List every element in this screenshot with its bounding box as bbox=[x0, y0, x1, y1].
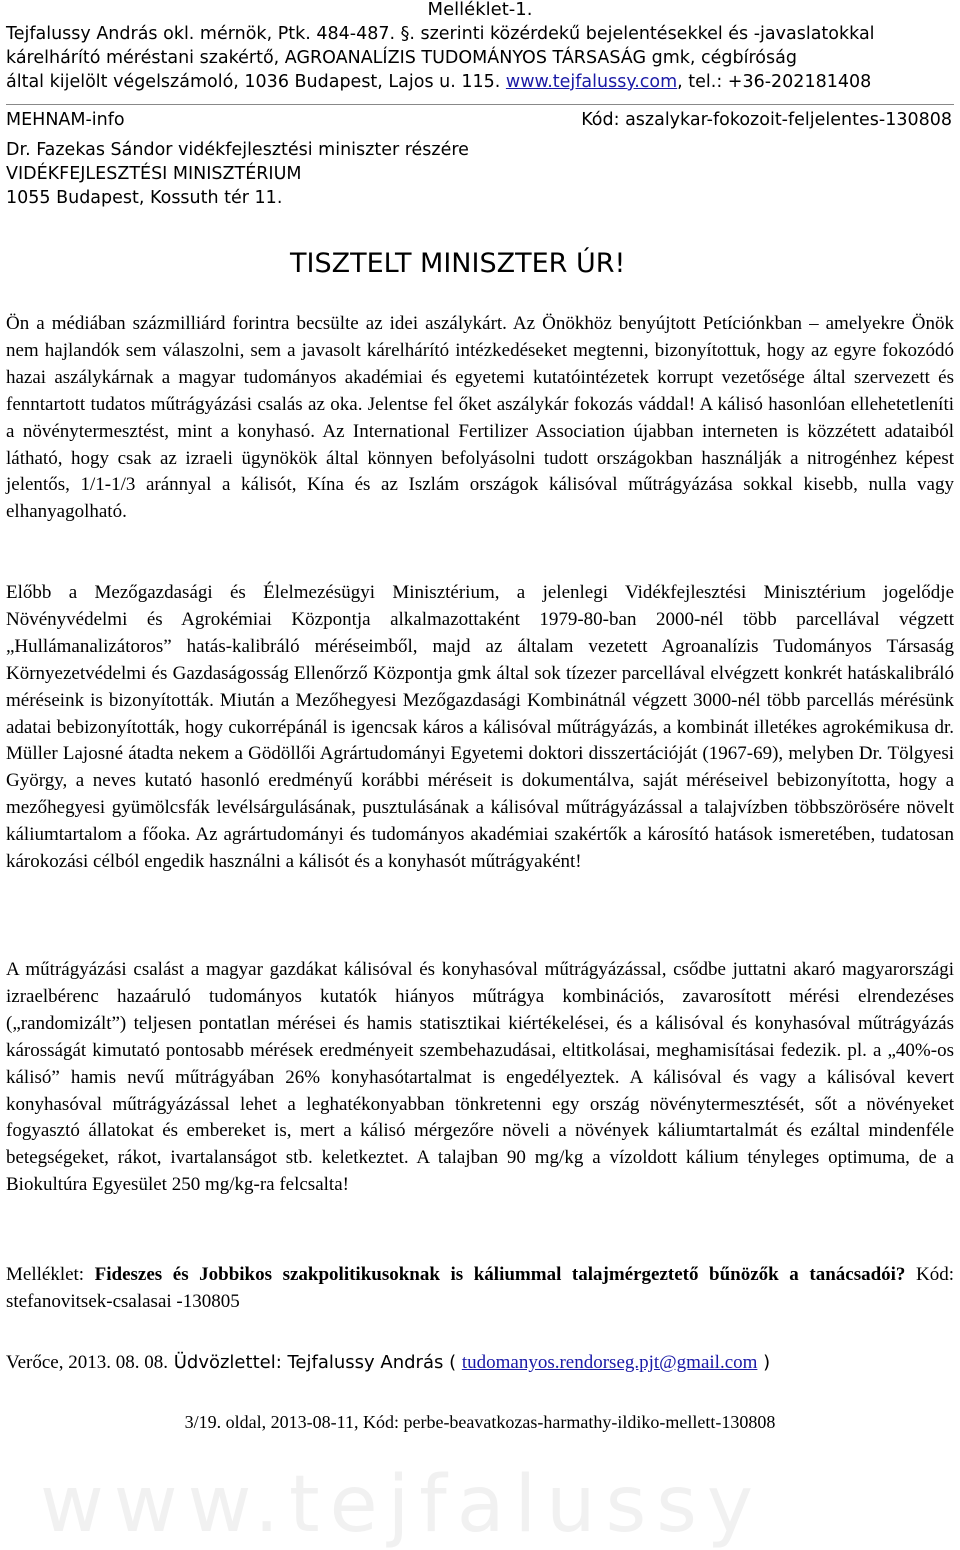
recipient-name: Dr. Fazekas Sándor vidékfejlesztési miniszter részére bbox=[6, 140, 469, 160]
watermark: www.tejfalussy bbox=[40, 1460, 764, 1550]
closing-paren: ) bbox=[757, 1352, 771, 1373]
letterhead bbox=[0, 22, 960, 94]
attachment-label: Melléklet: bbox=[6, 1264, 95, 1285]
footer-text: 3/19. oldal, 2013-08-11, Kód: perbe-beavatkozas-harmathy-ildiko-mellett-130808 bbox=[184, 1412, 776, 1432]
salutation: TISZTELT MINISZTER ÚR! bbox=[290, 248, 626, 279]
letterhead-phone: , tel.: +36-202181408 bbox=[677, 72, 872, 92]
left-code: MEHNAM-info bbox=[6, 110, 125, 130]
document-code: Kód: aszalykar-fokozoit-feljelentes-130808 bbox=[581, 110, 952, 130]
paragraph-2: Előbb a Mezőgazdasági és Élelmezésügyi Minisztérium, a jelenlegi Vidékfejlesztési Minisztérium jogelődje Növényvédelmi és Agrokémiai Központja alkalmazottaként 1979-80-ban 2000-nél több parcellával végzett „Hullámanalizátoros” hatás-kalibráló méréseimből, majd az általam vezetett Agroanalízis Tudományos Társaság Környezetvédelmi és Gazdaságosság Ellenőrző Központja gmk által sok tízezer parcellával elvégzett konkrét hatáskalibráló méréseink is bizonyították. Miután a Mezőhegyesi Mezőgazdasági Kombinátnál végzett 3000-nél több parcellás mérésünk adatai bebizonyították, hogy cukorrépánál is igencsak káros a kálisóval műtrágyázás, a kombinát illetékes agrokémikusa dr. Müller Lajosné átadta nekem a Gödöllői Agrártudományi Egyetemi doktori disszertációját (1967-69), melyben Dr. Tölgyesi György, a neves kutató hasonló eredményű korábbi méréseit is dokumentálva, saját méréseivel bebizonyította, hogy a mezőhegyesi gyümölcsfák levélsárgulásának, pusztulásának a kálisóval műtrágyázással a talajvízben többszörösére növelt káliumtartalom a főoka. Az agrártudományi és tudományos akadémiai szakértők a károsító hatások ismeretében, tudatosan károkozási célból engedik használni a kálisót és a konyhasót műtrágyaként! bbox=[6, 582, 954, 873]
attachment-code: Kód: stefanovitsek-csalasai -130805 bbox=[6, 1264, 954, 1312]
place-date: Verőce, 2013. 08. 08. bbox=[6, 1352, 168, 1373]
closing-line bbox=[6, 1350, 770, 1376]
website-link[interactable]: www.tejfalussy.com bbox=[505, 72, 678, 92]
paragraph-3: A műtrágyázási csalást a magyar gazdákat kálisóval és konyhasóval műtrágyázással, csődbe juttatni akaró magyarországi izraelbérenc hazaáruló tudományos kutatók hiányos műtrágya kombinációs, zavarosított mérési elrendezéses („randomizált”) teljesen pontatlan mérései és hamis statisztikai kiértékelései, és a kálisóval és konyhasóval műtrágyázás károsságát kimutató pontosabb mérések eredményeit szembehazudásai, eltitkolásai, meghamisításai fedezik. pl. a „40%-os kálisó” hamis nevű műtrágyában 26% konyhasótartalmat is engedélyeztek. A kálisóval és vagy a kálisóval kevert konyhasóval műtrágyázással lehet a leghatékonyabban tönkretenni egy ország növénytermesztését, sőt a növényeket fogyasztó állatokat és embereket is, mert a kálisó mérgezőre növeli a növények káliumtartalmát és ezáltal mindenféle betegségeket, rákot, ivartalanságot stb. keletkeztet. A talajban 90 mg/kg a vízoldott kálium tényleges optimuma, de a Biokultúra Egyesület 250 mg/kg-ra felcsalta! bbox=[6, 959, 954, 1196]
page-footer bbox=[0, 1410, 960, 1434]
letterhead-line-3 bbox=[6, 70, 954, 94]
letterhead-address: által kijelölt végelszámoló, 1036 Budapest, Lajos u. 115. bbox=[6, 72, 506, 92]
recipient-block bbox=[0, 138, 960, 210]
attachment-note bbox=[0, 1262, 960, 1316]
code-row bbox=[6, 108, 952, 132]
header-divider bbox=[6, 104, 954, 105]
recipient-address: 1055 Budapest, Kossuth tér 11. bbox=[6, 188, 283, 208]
email-link[interactable]: tudomanyos.rendorseg.pjt@gmail.com bbox=[461, 1352, 758, 1373]
letterhead-line-1: Tejfalussy András okl. mérnök, Ptk. 484-487. §. szerinti közérdekű bejelentésekkel és -javaslatokkal bbox=[6, 24, 875, 44]
attachment-title: Fideszes és Jobbikos szakpolitikusoknak is káliummal talajmérgeztető bűnözők a tanácsadói? bbox=[94, 1264, 906, 1285]
recipient-ministry: VIDÉKFEJLESZTÉSI MINISZTÉRIUM bbox=[6, 164, 302, 184]
annex-title: Melléklet-1. bbox=[427, 0, 533, 20]
paragraph-1: Ön a médiában százmilliárd forintra becsülte az idei aszálykárt. Az Önökhöz benyújtott Petíciónkban – amelyekre Önök nem hajlandók sem válaszolni, sem a javasolt kárelhárító intézkedéseket megtenni, bizonyítottuk, hogy az egyre fokozódó hazai aszálykárnak a magyar tudományos akadémiai és egyetemi kutatóintézetek korrupt vezetősége által szervezett és fenntartott tudatos műtrágyázási csalás az oka. Jelentse fel őket aszálykár fokozás váddal! A kálisó hasonlóan ellehetetleníti a növénytermesztést, mint a konyhasó. Az International Fertilizer Association újabban interneten is közzétett adataiból látható, hogy csak az izraeli ügynökök által könnyen befolyásolni tudott országokban használják a nitrogénhez képest jelentős, 1/1-1/3 aránnyal a kálisót, Kína és az Iszlám országok kálisóval műtrágyázása sokkal kisebb, nulla vagy elhanyagolható. bbox=[6, 313, 954, 523]
letterhead-line-2: kárelhárító méréstani szakértő, AGROANALÍZIS TUDOMÁNYOS TÁRSASÁG gmk, cégbíróság bbox=[6, 48, 797, 68]
greeting: Üdvözlettel: Tejfalussy András ( bbox=[168, 1352, 462, 1373]
